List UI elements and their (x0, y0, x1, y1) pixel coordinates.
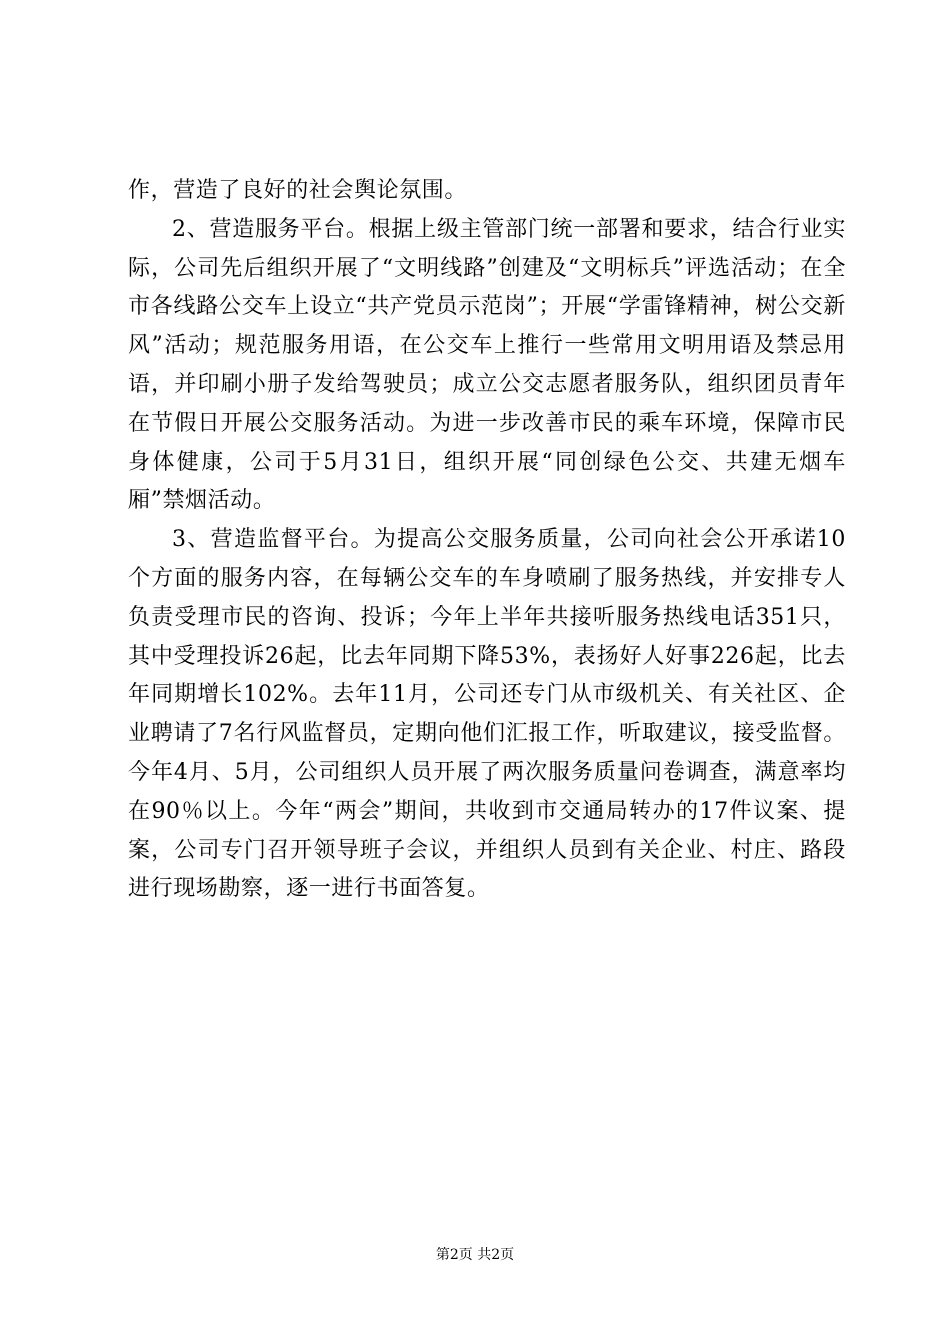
body-text (128, 172, 846, 909)
paragraph-service-platform: 2、营造服务平台。根据上级主管部门统一部署和要求，结合行业实际，公司先后组织开展了“文明线路”创建及“文明标兵”评选活动；在全市各线路公交车上设立“共产党员示范岗”；开展“学雷锋精神，树公交新风”活动；规范服务用语，在公交车上推行一些常用文明用语及禁忌用语，并印刷小册子发给驾驶员；成立公交志愿者服务队，组织团员青年在节假日开展公交服务活动。为进一步改善市民的乘车环境，保障市民身体健康，公司于5月31日，组织开展“同创绿色公交、共建无烟车厢”禁烟活动。 (128, 216, 846, 514)
paragraph-continuation: 作，营造了良好的社会舆论氛围。 (128, 178, 468, 203)
paragraph-supervision-platform: 3、营造监督平台。为提高公交服务质量，公司向社会公开承诺10个方面的服务内容，在每辆公交车的车身喷刷了服务热线，并安排专人负责受理市民的咨询、投诉；今年上半年共接听服务热线电话351只，其中受理投诉26起，比去年同期下降53%，表扬好人好事226起，比去年同期增长102%。去年11月，公司还专门从市级机关、有关社区、企业聘请了7名行风监督员，定期向他们汇报工作，听取建议，接受监督。今年4月、5月，公司组织人员开展了两次服务质量问卷调查，满意率均在90％以上。今年“两会”期间，共收到市交通局转办的17件议案、提案，公司专门召开领导班子会议，并组织人员到有关企业、村庄、路段进行现场勘察，逐一进行书面答复。 (128, 527, 846, 902)
page-footer: 第2页 共2页 (435, 1247, 515, 1263)
